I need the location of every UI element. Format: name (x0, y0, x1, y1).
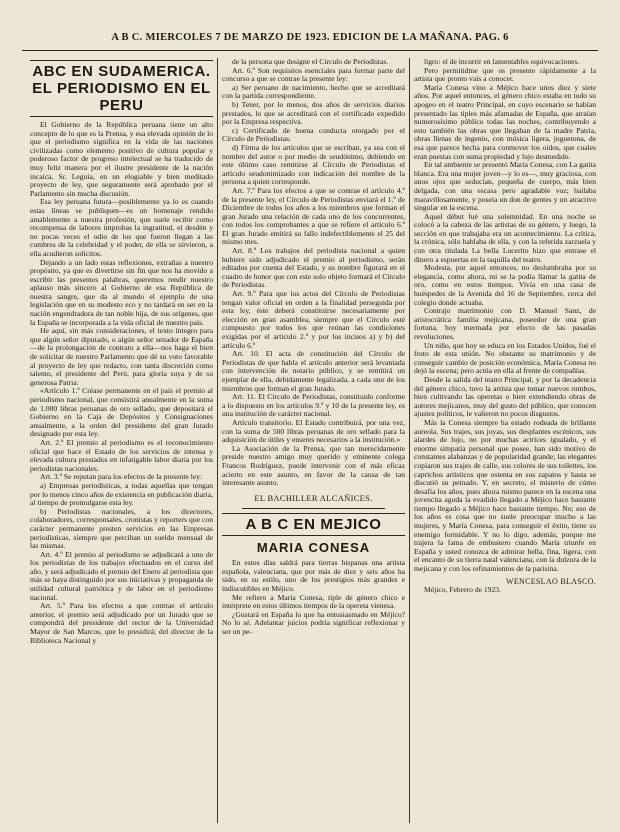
paragraph: Modesta, por aquel entonces, no deslumbraba por su elegancia, como ahora, mi se la podía llamar la gatita de oro, como en estos tiempos. Vivía en una casa de huéspedes de la Avenida del 16 de Septiembre, cerca del colegio donde actuaba. (414, 263, 596, 307)
paragraph: Art. 2.º El premio al periodismo es el reconocimiento oficial que hace el Estado de los servicios de intensa y elevada cultura prestados en infatigable labor diaria por los periodistas nacionales. (30, 437, 213, 473)
paragraph: a) Ser peruano de nacimiento, hecho que se acreditará con la partida correspondiente. (222, 82, 405, 101)
paragraph: Aquel début fué una solemnidad. En una noche se colocó a la cabeza de las artistas de su género, y luego, la sección en que trabajaba era un acontecimiento. La crítica, la crónica, sólo hablaba de ella, y con la referida zarzuela y con otra titulada La bella Lucerito hizo que entrase el dinero a espuertas en la taquilla del teatro. (414, 211, 596, 264)
header-rule (22, 50, 598, 51)
paragraph: Art. 4.º El premio al periodismo se adjudicará a uno de los periodistas de los trabajos efectuados en el curso del año, y será adjudicado el premio del Enero al periodista que más se haya distinguido por sus iniciativas y propaganda de utilidad cultural patriótica y de labor en el periodismo nacional. (30, 549, 213, 602)
paragraph: c) Certificado de buena conducta otorgado por el Círculo de Periodistas. (222, 125, 405, 144)
column-divider (409, 58, 410, 823)
paragraph: Art. 5.º Para los efectos a que contrae el artículo anterior, el premio será adjudicado por un Jurado que se compondrá del presidente del rector de la Universidad Mayor de San Marcos, que lo presidirá; del director de la Biblioteca Nacional y (30, 601, 213, 645)
headline-periodismo-peru: ABC EN SUDAMERICA. EL PERIODISMO EN EL PERU (30, 60, 213, 117)
paragraph: Desde la salida del teatro Principal, y por la decadencia del género chico, tuvo la artista que tomar nuevos rumbos, bien cultivando las operetas o bien extendiendo obras de autores mejicanos, muy del gusto del público, que conocen ajustes políticos, le valieron no pocos disgustos. (414, 374, 596, 419)
column-2 (222, 58, 405, 823)
subhead-maria-conesa: MARIA CONESA (256, 540, 371, 556)
paragraph: Art. 6.º Son requisitos esenciales para formar parte del concurso a que se contrae la presente ley: (222, 65, 405, 84)
paragraph: En tal ambiente se presentó María Conesa, con La gatita blanca. Era una mujer joven—y lo es—, muy graciosa, con unos ojos que seducían, pequeña de cuerpo, más bien delgada, con una escasa pero agradable voz; bailaba maravillosamente, y poseía un don de gentes y un atractivo singular en la escena. (414, 160, 596, 213)
paragraph: Un niño, que hoy se educa en los Estados Unidos, fué el fruto de esta unión. No obstante su matrimonio y de conseguir cambio de posición económica, María Conesa no dejó la escena; pero actúa en ella al frente de compañías. (414, 340, 596, 376)
paragraph: Art. 11. El Círculo de Periodistas, constituido conforme a lo dispuesto en los artículos 9.º y 10 de la presente ley, es una institución de carácter nacional. (222, 392, 405, 419)
paragraph: Art. 3.º Se reputan para los efectos de la presente ley: (40, 472, 203, 482)
paragraph: He aquí, sin más consideraciones, el texto íntegro para que algún señor diputado, o algún señor senador de España—de la prolongación de contrato a ella—nos haga el bien de solicitar de nuestro Parlamento que dé su voto favorable al proyecto de ley que redacto, con tanta discreción como talento, el presidente del Perú, para gloria suya y de su generosa Patria: (30, 326, 213, 387)
headline-abc-mejico: A B C EN MEJICO (222, 513, 405, 536)
dateline: Méjico, Febrero de 1923. (424, 585, 501, 595)
paragraph: a) Empresas periodísticas, a todas aquellas que tengan por lo menos cinco años de existencia en publicación diaria, al tiempo de promulgarse esta ley. (30, 480, 213, 508)
paragraph: Esa ley peruana futura—posiblemente ya lo es cuando estas líneas se publiquen—es un homenaje rendido amablemente a nuestra profesión, que suele recibir como recompensa de labores improbas la ingratitud, el desdén y no pocas veces el odio de los que fueron llegan a las cumbres de la celebridad y el poder, de ella se sirvieron, a ella acudieron solícitos. (30, 197, 213, 258)
column-divider (217, 58, 218, 823)
byline-bachiller: EL BACHILLER ALCAÑICES. (254, 492, 373, 503)
paragraph: Dejando a un lado estas reflexiones, extrañas a nuestro propósito, ya que es divertirse sin fin que nos ha movido a escribir las presentes palabras, queremos rendir nuestro aplauso más sincero al Gobierno de esa República de nuestra sangre, que da al mundo el ejemplo de una legislación que en su modesto eco y no tardará en ser en la nación engendradora de tan noble hija, de sus orígenes, que la España se incorporada a la vida oficial de nuestro país. (30, 257, 213, 327)
paragraph: Art. 8.º Los trabajos del periodista nacional a quien hubiere sido adjudicado el premio al periodismo, serán editados por cuenta del Estado, y su nombre figurará en el cuadro de honor que con este solo objeto formará el Círculo de Periodistas. (222, 246, 405, 290)
paragraph: Más la Conesa siempre ha estado rodeada de brillante aureola. Sus trajes, sus joyas, sus desplantes escénicos, sus alardes de lujo, no por muchas actrices igualado, y el enorme simpatía personal que posee, han sido motivo de constantes alabanzas y de popularidad grande; las elegantes copiaron sus trajes de calle, sus colores de sus toilettes, los caprichos artísticos que ostenta en sus zapatos y hasta se discutió su peinado. Y, en secreto, el misterio de cómo desafía los años, pues ahora mismo parece en la escena una jovencita aguda la evadido llegado a Méjico hace bastante tiempo llegado a Méjico hace bastante tiempo. No; eso de los años es cosa que no suele preocupar mucho a las mujeres, y María Conesa, para conseguir el éxito, tiene su enemigo formidable. Y no lo digo, además, porque me trajera la fama de embustero cuando María triunfe en España y usted conozca de admirar bella, fina, ligera, con el encanto de su tierra natal valenciana, con la dulzura de la mejicana y con los refinamientos de la parisina. (414, 417, 596, 574)
paragraph: María Conesa vino a Méjico hace unos diez y siete años. Por aquel entonces, el género chico estaba en todo su apogeo en el teatro Principal, en cuyo escenario se habían presentado las tiples más afamadas de España, que atraían numerosísimo público todas las noches, contribuyendo a esto también las obras que llegaban de la madre Patria, obras llenas de ingenio, con música ligera, juguetona, de esa que parece hecha para conmover los oídos, que cuales eran puestas con suma propiedad y lujo desmedido. (414, 82, 596, 161)
paragraph: b) Periodistas nacionales, a los directores, colaboradores, corresponsales, cronistas y reporters que con carácter permanente presten servicios en las Empresas periodísticas, siempre que perciban un sueldo mensual de las mismas. (30, 506, 213, 551)
paragraph: El Gobierno de la República peruana tiene un alto concepto de lo que es la Prensa, y esa elevada opinión de lo que el periodismo significa en la vida de las naciones civilizadas como elemento positivo de cultura popular y poderoso factor de progreso intelectual se ha traducido de muy feliz manera por el ilustre presidente de la nación incaica, Sr. Leguía, en un elogiable y bien meditado proyecto de ley, que seguramente será aprobado por el Parlamento sin mucha discusión. (30, 120, 213, 198)
paragraph: La Asociación de la Prensa, que tan merecidamente preside nuestro amigo muy querido y eminente colega Francos Rodríguez, puede intervenir con el más eficaz acierto en este asunto, en favor de la causa de tan interesante asunto. (222, 443, 405, 488)
paragraph: ¿Gustará en España lo que ha entusiasmado en Méjico? No lo sé. Adelantar juicios podría significar reflexionar y ser un pe- (222, 609, 405, 637)
paragraph: Me refiero a María Conesa, tiple de género chico e intérprete en estos últimos tiempos de la opereta vienesa. (222, 592, 405, 611)
paragraph: Pero permitidme que os presente rápidamente a la artista que pronto vais a conocer. (414, 65, 596, 84)
paragraph: Art. 9.º Para que los actos del Círculo de Periodistas tengan valor oficial en orden a la finalidad perseguida por esta ley, éste deberá constituirse necesariamente por elección en gran asamblea, siempre que el Círculo esté compuesto por todos los que reúnan las condiciones exigidas por el artículo 2.º y por los incisos a) y b) del artículo 6.º (222, 289, 405, 350)
paragraph: de la persona que designe el Círculo de Periodistas. (232, 58, 389, 66)
byline-wenceslao-blasco: WENCESLAO BLASCO. (506, 576, 596, 586)
column-1 (30, 58, 213, 823)
paragraph: ligro: el de incurrir en lamentables equivocaciones. (424, 58, 580, 66)
paragraph: Art. 10. El acta de constitución del Círculo de Periodistas de que habla el artículo anterior será levantada con intervención de notario público, y se remitirá un ejemplar de ella, debidamente legalizada, a cada uno de los miembros que forman el gran Jurado. (222, 349, 405, 393)
paragraph: Contrajo matrimonio con D. Manuel Sanz, de aristocrática familia mejicana, poseedor de una gran fortuna, hoy mermada por efecto de las pasadas revoluciones. (414, 306, 596, 341)
paragraph: En estos días saldrá para tierras hispanas una artista española, valenciana, que por más de diez y seis años ha sido, en su estilo, uno de los prestigios más grandes e indiscutibles en Méjico. (222, 558, 405, 594)
page-header: A B C. MIERCOLES 7 DE MARZO DE 1923. EDICION DE LA MAÑANA. PAG. 6 (111, 32, 509, 43)
paragraph: Artículo transitorio. El Estado contribuirá, por una vez, con la suma de 500 libras peruanas de oro sellado para la adquisición de útiles y enseres necesarios a la institución.» (222, 417, 405, 445)
paragraph: Art. 7.º Para los efectos a que se contrae el artículo 4.º de la presente ley, el Círculo de Periodistas enviará el 1.º de Diciembre de todos los años a los miembros que forman el gran Jurado una relación de cada uno de los concurrentes, con todos los comprobantes a que se refiere el artículo 6.º El gran Jurado emitirá su fallo indefectiblemente el 25 del mismo mes. (222, 185, 405, 247)
paragraph: d) Firma de los artículos que se escriban, ya sea con el nombre del autor o por medio de seudónimo, debiendo en este último caso remitirse al Círculo de Periodistas el artículo seudonimizado con indicación del nombre de la persona a quien corresponde. (222, 142, 405, 187)
paragraph: «Artículo 1.º Créase permanente en el país el premio al periodismo nacional, que consistirá anualmente en la suma de 1.000 libras peruanas de oro sellado, que depositará el Gobierno en la Caja de Depósitos y Consignaciones anualmente, a la orden del presidente del gran Jurado designado por esta ley. (30, 386, 213, 439)
paragraph: b) Tener, por lo menos, dos años de servicios diarios prestados, lo que se acreditará con el certificado expedido por la Empresa respectiva. (222, 99, 405, 127)
section-rule (242, 508, 385, 509)
column-3 (414, 58, 596, 823)
